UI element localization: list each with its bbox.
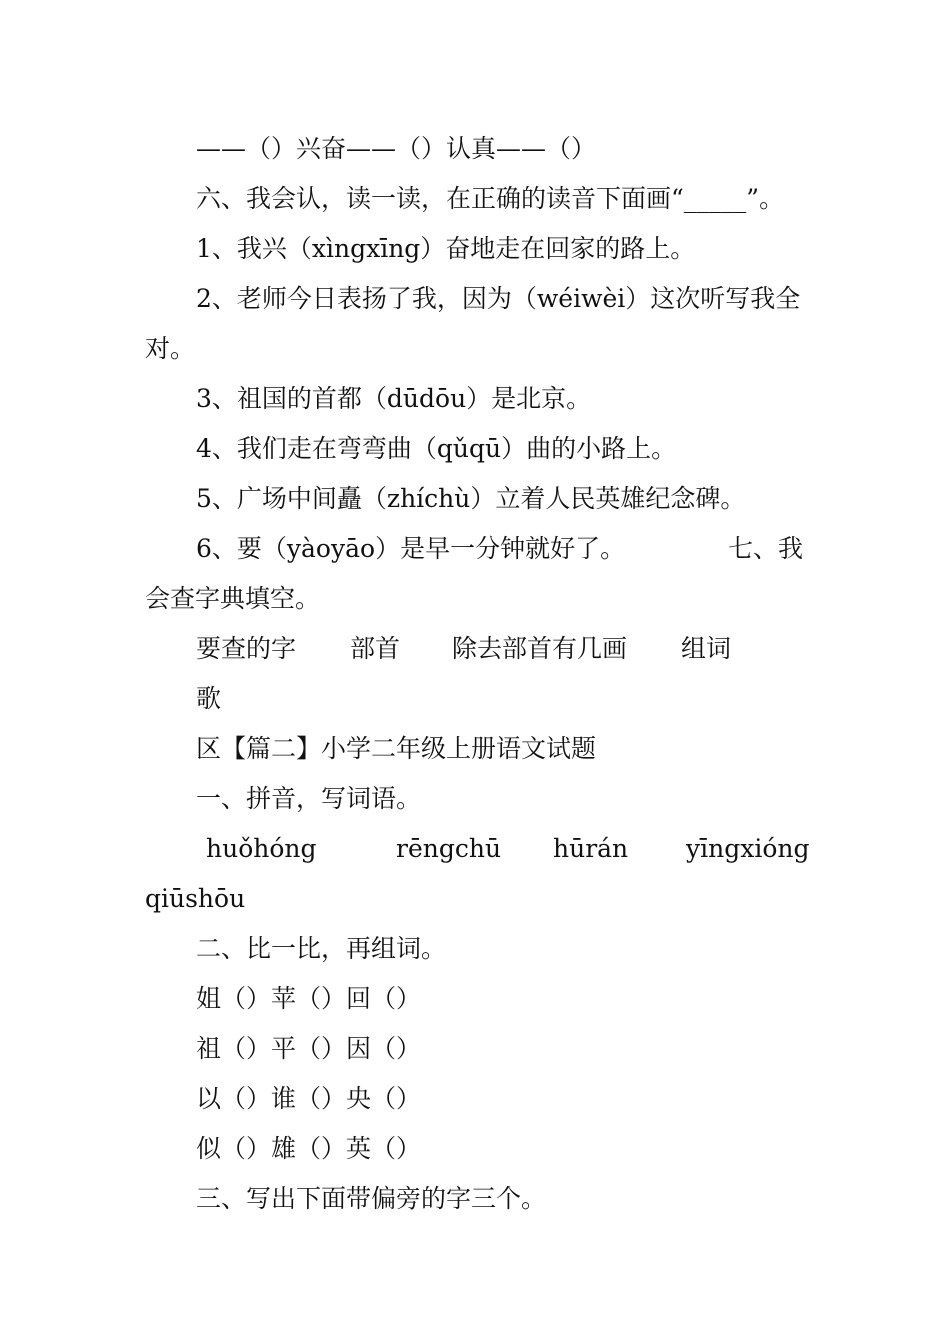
- section-one-heading: 一、拼音，写词语。: [196, 784, 422, 813]
- compare-row-3: 以（）谁（）央（）: [196, 1084, 422, 1113]
- section-three-heading: 三、写出下面带偏旁的字三个。: [196, 1184, 547, 1213]
- text-line-1: ——（）兴奋——（）认真——（）: [196, 134, 597, 163]
- part-two-title: 区【篇二】小学二年级上册语文试题: [196, 734, 597, 763]
- compare-row-1: 姐（）苹（）回（）: [196, 984, 422, 1013]
- pinyin-word-4: yīngxióng: [686, 834, 810, 863]
- header-radical: 部首: [350, 634, 401, 663]
- section-seven-heading-start: 七、我: [728, 534, 804, 563]
- table-char-ge: 歌: [196, 684, 222, 713]
- pinyin-row: [196, 831, 950, 867]
- pinyin-word-2: rēngchū: [396, 834, 502, 863]
- section-two-heading: 二、比一比，再组词。: [196, 934, 447, 963]
- text-line-9: [196, 531, 950, 567]
- dictionary-table-header: [196, 631, 950, 667]
- pinyin-word-5: qiūshōu: [145, 884, 246, 913]
- header-char: 要查的字: [196, 634, 297, 663]
- header-words: 组词: [681, 634, 732, 663]
- section-six-heading: 六、我会认，读一读，在正确的读音下面画“_____”。: [196, 184, 785, 213]
- pinyin-word-1: huǒhóng: [206, 834, 317, 863]
- section-seven-heading-end: 会查字典填空。: [145, 584, 321, 613]
- text-line-8: 5、广场中间矗（zhíchù）立着人民英雄纪念碑。: [196, 484, 746, 513]
- header-strokes: 除去部首有几画: [452, 634, 628, 663]
- sentence-six: 6、要（yàoyāo）是早一分钟就好了。: [196, 534, 626, 563]
- text-line-3: 1、我兴（xìngxīng）奋地走在回家的路上。: [196, 234, 696, 263]
- pinyin-word-3: hūrán: [553, 834, 629, 863]
- compare-row-4: 似（）雄（）英（）: [196, 1134, 422, 1163]
- text-line-7: 4、我们走在弯弯曲（qǔqū）曲的小路上。: [196, 434, 677, 463]
- compare-row-2: 祖（）平（）因（）: [196, 1034, 422, 1063]
- text-line-5: 对。: [145, 334, 196, 363]
- text-line-6: 3、祖国的首都（dūdōu）是北京。: [196, 384, 592, 413]
- text-line-4: 2、老师今日表扬了我，因为（wéiwèi）这次听写我全: [196, 284, 801, 313]
